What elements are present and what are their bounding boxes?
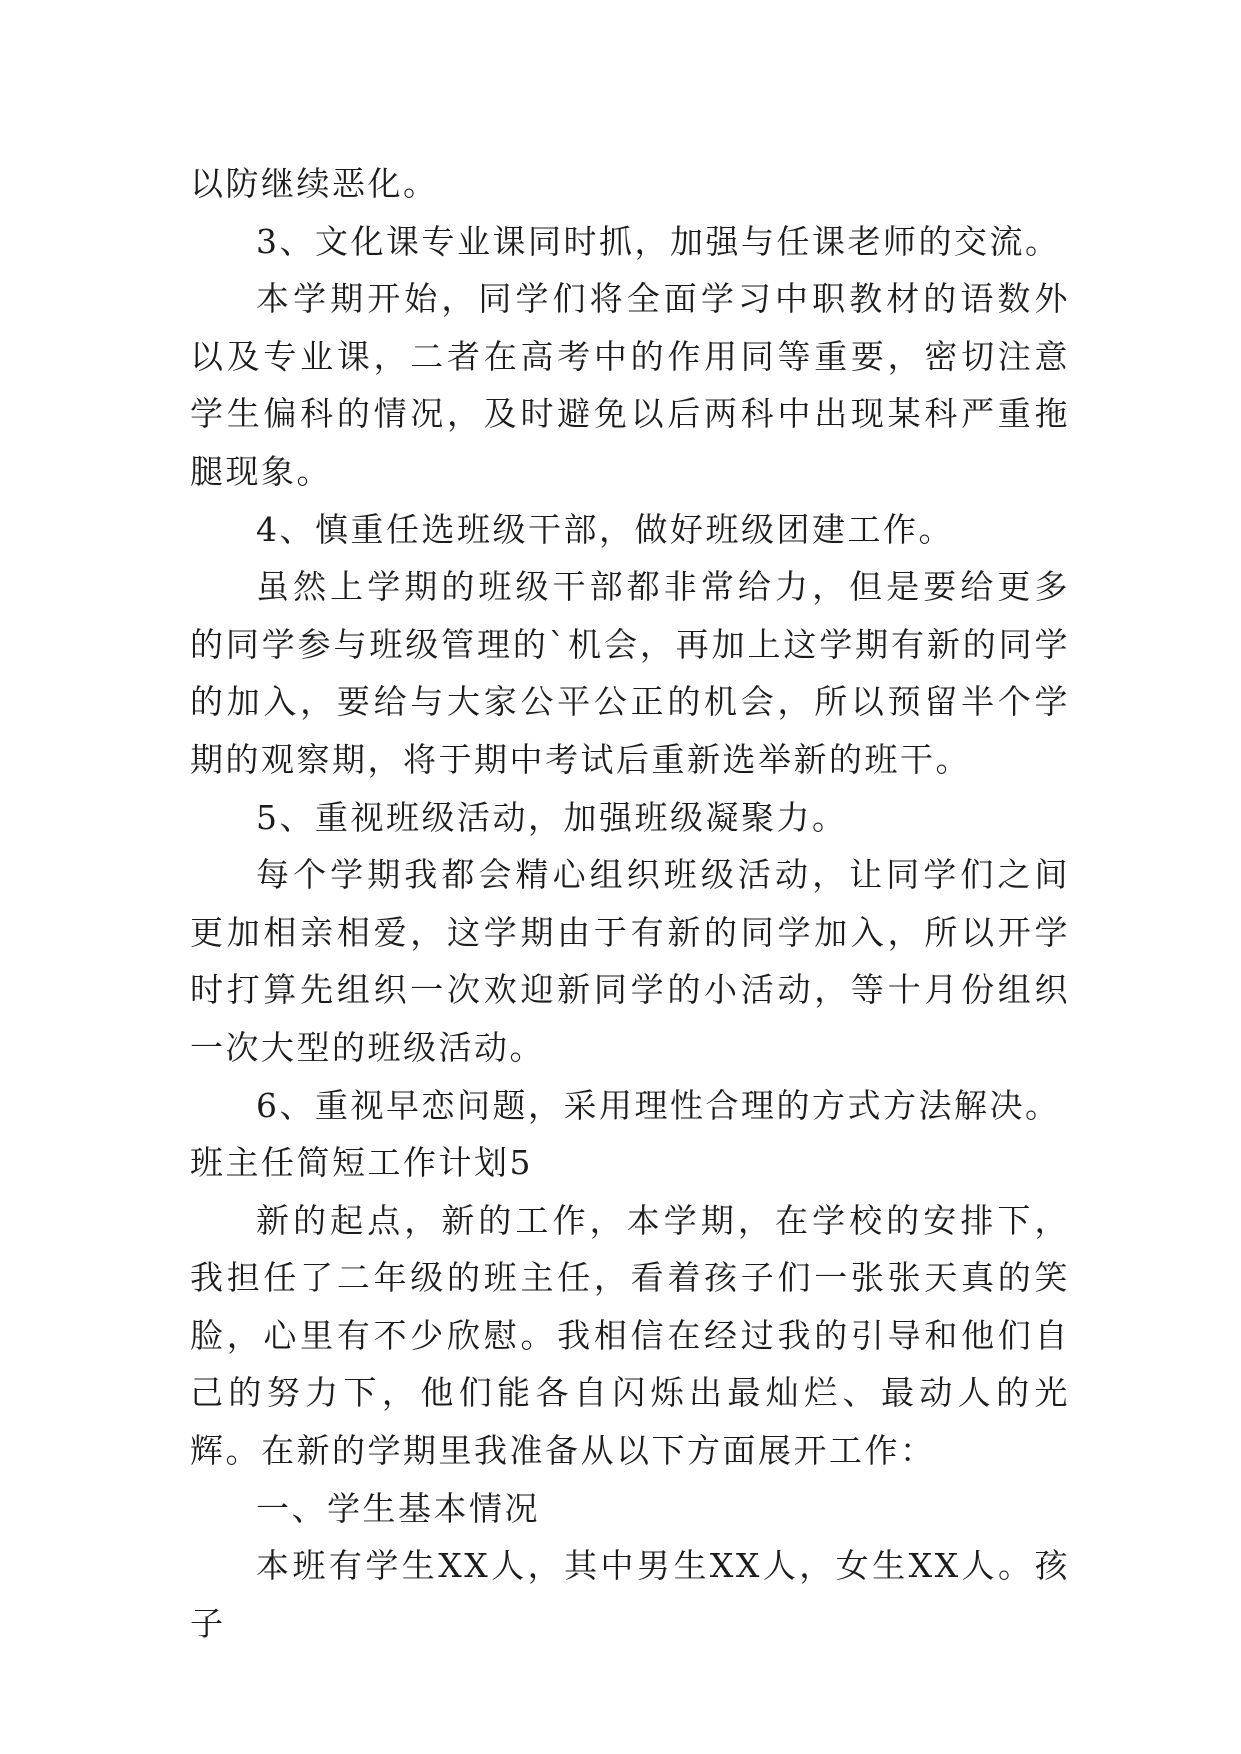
paragraph-item-3: 3、文化课专业课同时抓，加强与任课老师的交流。: [256, 221, 1061, 261]
paragraph-item-6: 6、重视早恋问题，采用理性合理的方式方法解决。: [256, 1085, 1061, 1125]
document-body: [190, 155, 1070, 1652]
paragraph-item-5: 5、重视班级活动，加强班级凝聚力。: [256, 797, 848, 837]
paragraph-continuation: 以防继续恶化。: [190, 164, 439, 203]
paragraph-item-5-detail: 每个学期我都会精心组织班级活动，让同学们之间更加相亲相爱，这学期由于有新的同学加入，所以开学时打算先组织一次欢迎新同学的小活动，等十月份组织一次大型的班级活动。: [190, 855, 1070, 1067]
paragraph-student-info: 本班有学生XX人，其中男生XX人，女生XX人。孩子: [190, 1546, 1070, 1643]
paragraph-item-4: 4、慎重任选班级干部，做好班级团建工作。: [256, 509, 954, 549]
paragraph-item-4-detail: 虽然上学期的班级干部都非常给力，但是要给更多的同学参与班级管理的`机会，再加上这学期有新的同学的加入，要给与大家公平公正的机会，所以预留半个学期的观察期，将于期中考试后重新选举新的班干。: [190, 567, 1070, 779]
paragraph-intro: 新的起点，新的工作，本学期，在学校的安排下，我担任了二年级的班主任，看着孩子们一张张天真的笑脸，心里有不少欣慰。我相信在经过我的引导和他们自己的努力下，他们能各自闪烁出最灿烂、最动人的光辉。在新的学期里我准备从以下方面展开工作：: [190, 1200, 1070, 1471]
paragraph-item-3-detail: 本学期开始，同学们将全面学习中职教材的语数外以及专业课，二者在高考中的作用同等重要，密切注意学生偏科的情况，及时避免以后两科中出现某科严重拖腿现象。: [190, 279, 1070, 491]
subheading-student-info: 一、学生基本情况: [256, 1488, 540, 1528]
section-heading: 班主任简短工作计划5: [190, 1143, 533, 1183]
